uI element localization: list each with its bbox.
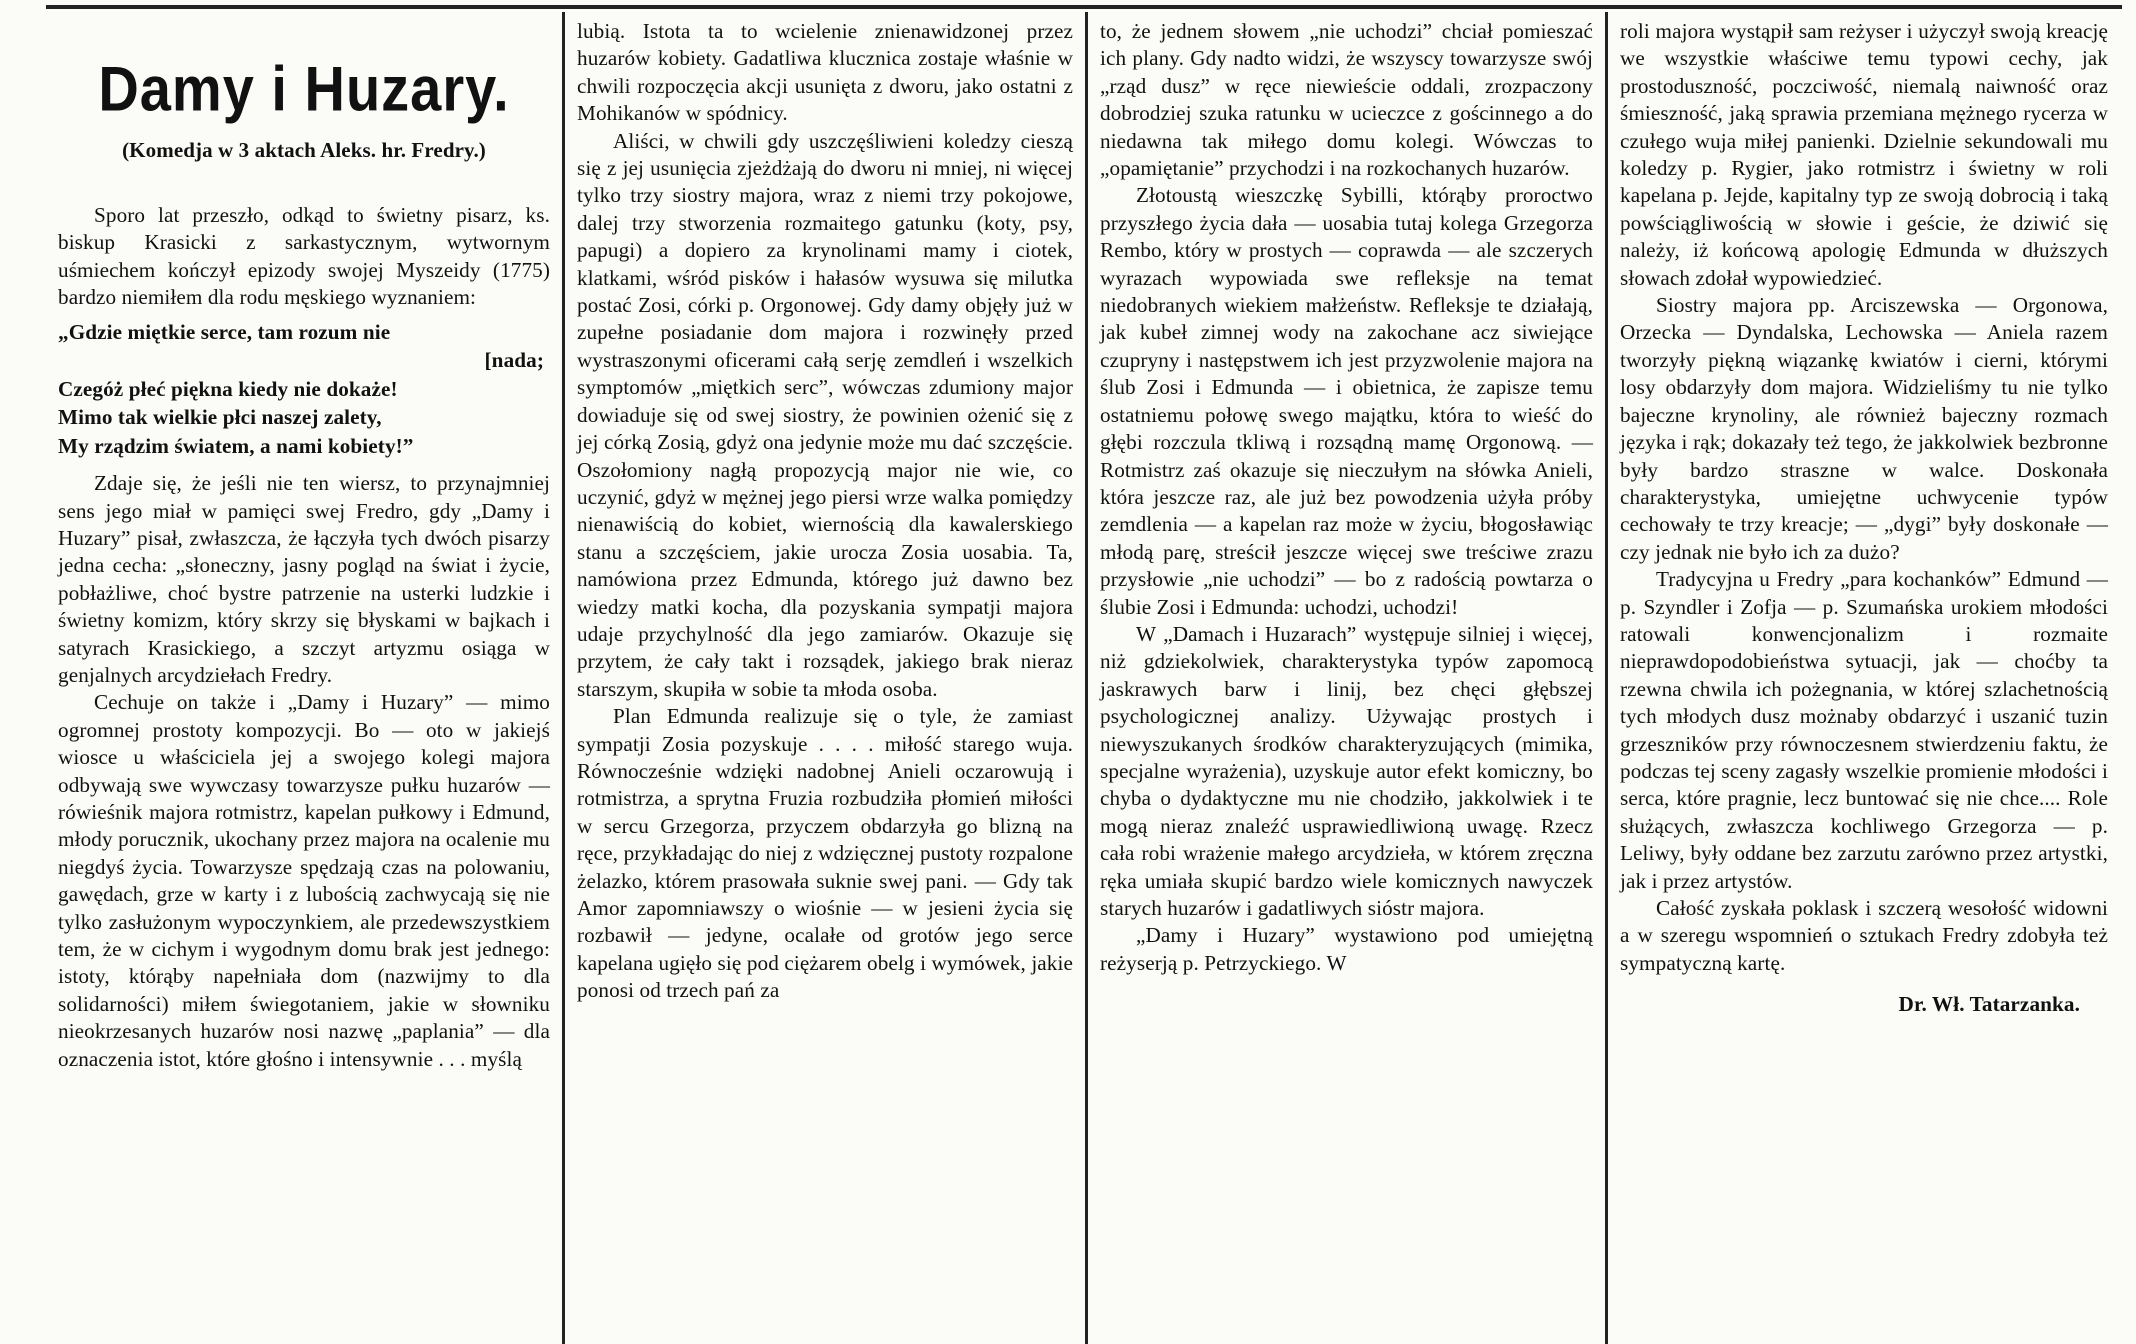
article-title: Damy i Huzary. [98, 53, 510, 124]
article-columns [46, 12, 2124, 1344]
article-subtitle: (Komedja w 3 aktach Aleks. hr. Fredry.) [122, 138, 486, 162]
verse-line-1-continuation: [nada; [484, 348, 544, 373]
paragraph: Zdaje się, że jeśli nie ten wiersz, to przynajmniej sens jego miał w pamięci swej Fredro, gdy „Damy i Huzary” pisał, zwłaszcza, że łączyła tych dwóch pisarzy jedna cecha: „słoneczny, jasny pogląd na świat i życie, pobłażliwe, choć bystre patrzenie na usterki ludzkie i świetny komizm, który skrzy się błyskami w bajkach i satyrach Krasickiego, a szczyt artyzmu osiąga w genjalnych arcydziełach Fredry. [58, 471, 550, 687]
paragraph: Tradycyjna u Fredry „para kochanków” Edmund — p. Szyndler i Zofja — p. Szumańska urokiem młodości ratowali konwencjonalizm i rozmaite nieprawdopodobieństwa sytuacji, jak — choćby ta rzewna chwila ich pożegnania, w której szlachetnością tych młodych dusz możnaby obdarzyć i uszanić tuzin grzeszników przy równoczesnem stwierdzeniu faktu, że podczas tej sceny zagasły wszelkie promienie młodości i serca, które pragnie, lecz buntować się nie chce.... Role służących, zwłaszcza kochliwego Grzegorza — p. Leliwy, były oddane bez zarzutu zarówno przez artystki, jak i przez artystów. [1620, 567, 2108, 893]
column-1 [46, 12, 562, 1344]
column-2 [562, 12, 1085, 1344]
paragraph: Plan Edmunda realizuje się o tyle, że zamiast sympatji Zosia pozyskuje . . . . miłość starego wuja. Równocześnie wdzięki nadobnej Anieli oczarowują i rotmistrza, a sprytna Fruzia rozbudziła płomień miłości w sercu Grzegorza, przyczem obdarzyła go blizną na ręce, przykładając do niej z wdzięcznej pustoty rozpalone żelazko, którem prasowała suknie swej pani. — Gdy tak Amor zapomniawszy o wiośnie — w jesieni życia się rozbawił — jedyne, ocalałe od grotów jego serce kapelana ugięło się pod ciężarem obelg i wymówek, jakie ponosi od trzech pań za [577, 704, 1073, 1003]
verse-line-2: Czegóż płeć piękna kiedy nie dokaże! [58, 376, 398, 401]
verse-line-1: „Gdzie miętkie serce, tam rozum nie [58, 319, 391, 344]
paragraph: roli majora wystąpił sam reżyser i użyczył swoją kreację we wszystkie właściwe temu typowi cechy, jak prostoduszność, poczciwość, niemalą naiwność oraz śmieszność, jaką sprawia przemiana mężnego rycerza w czułego wuja miłej panienki. Dzielnie sekundowali mu koledzy p. Rygier, jako rotmistrz i świetny w roli kapelana p. Jejde, kapitalny typ ze swoją dobrocią i taką powściągliwością w słowie i geście, że dziwić się należy, iż końcową apologię Edmunda w dłuższych słowach zdołał wypowiedzieć. [1620, 19, 2108, 290]
paragraph: „Damy i Huzary” wystawiono pod umiejętną reżyserją p. Petrzyckiego. W [1100, 923, 1593, 975]
paragraph: Cechuje on także i „Damy i Huzary” — mimo ogromnej prostoty kompozycji. Bo — oto w jakiejś wiosce u właściciela jej a swojego kolegi majora odbywają swe wywczasy towarzysze pułku huzarów — rówieśnik majora rotmistrz, kapelan pułkowy i Edmund, młody porucznik, ukochany przez majora na ocalenie mu niegdyś życia. Towarzysze spędzają czas na polowaniu, gawędach, grze w karty i z lubością zachwycają się nie tylko zasłużonym wypoczynkiem, ale przedewszystkiem tem, że w cichym i wygodnym domu brak jest jednego: istoty, którąby napełniała dom (nazwijmy to dla solidarności) miłem świegotaniem, jakie w słowniku nieokrzesanych huzarów nosi nazwę „paplania” — dla oznaczenia istot, które głośno i intensywnie . . . myślą [58, 690, 550, 1071]
verse-line-3: Mimo tak wielkie płci naszej zalety, [58, 405, 382, 430]
paragraph: Całość zyskała poklask i szczerą wesołość widowni a w szeregu wspomnień o sztukach Fredry zdobyła też sympatyczną kartę. [1620, 896, 2108, 975]
column-3 [1085, 12, 1605, 1344]
quoted-verse [58, 318, 550, 461]
verse-line-4: My rządzim światem, a nami kobiety!” [58, 433, 414, 458]
intro-paragraph: Sporo lat przeszło, odkąd to świetny pisarz, ks. biskup Krasicki z sarkastycznym, wytwornym uśmiechem kończył epizody swojej Myszeidy (1775) bardzo niemiłem dla rodu męskiego wyznaniem: [58, 203, 550, 310]
paragraph: Siostry majora pp. Arciszewska — Orgonowa, Orzecka — Dyndalska, Lechowska — Aniela razem tworzyły piękną wiązankę kwiatów i cierni, którymi losy obdarzyły dom majora. Widzieliśmy tu nie tylko bajeczne krynoliny, ale również bajeczny rozmach języka i rąk; dokazały też tego, że jakkolwiek bezbronne były bardzo straszne w walce. Doskonała charakterystyka, umiejętne uchwycenie typów cechowały te trzy kreacje; — „dygi” były doskonałe — czy jednak nie było ich za dużo? [1620, 293, 2108, 564]
paragraph: to, że jednem słowem „nie uchodzi” chciał pomieszać ich plany. Gdy nadto widzi, że wszyscy towarzysze swój „rząd dusz” w ręce niewieście oddali, zrozpaczony dobrodziej szuka ratunku w ucieczce z gościnnego a do niedawna tak miłego domu kolegi. Wówczas to „opamiętanie” przychodzi i na rozkochanych huzarów. [1100, 19, 1593, 181]
paragraph: lubią. Istota ta to wcielenie znienawidzonej przez huzarów kobiety. Gadatliwa klucznica zostaje właśnie w chwili rozpoczęcia akcji usunięta z dworu, jako ostatni z Mohikanów w spódnicy. [577, 19, 1073, 126]
paragraph: Aliści, w chwili gdy uszczęśliwieni koledzy cieszą się z jej usunięcia zjeżdżają do dworu ni mniej, ni więcej tylko trzy siostry majora, wraz z niemi trzy pokojowe, dalej trzy stworzenia rozmaitego gatunku (koty, psy, papugi) a dopiero za krynolinami mamy i ciotek, klatkami, wśród pisków i hałasów wysuwa się milutka postać Zosi, córki p. Orgonowej. Gdy damy objęły już w zupełne posiadanie dom majora i rozwinęły przed wystraszonymi oficerami całą serję zemdleń i wszelkich symptomów „miętkich serc”, wówczas zdumiony major dowiaduje się od swej siostry, że powinien ożenić się z jej córką Zosią, gdyż ona jedynie może mu dać szczęście. Oszołomiony nagłą propozycją major nie wie, co uczynić, gdyż w mężnej jego piersi wrze walka pomiędzy nienawiścią do kobiet, wiernością dla kawalerskiego stanu a szczęściem, jakie urocza Zosia uosabia. Ta, namówiona przez Edmunda, którego już dawno bez wiedzy matki kocha, dla pozyskania sympatji majora udaje przychylność dla jego zamiarów. Okazuje się przytem, że cały takt i rozsądek, jakiego brak nieraz starszym, skupiła w sobie ta młoda osoba. [577, 128, 1073, 701]
paragraph: Złotoustą wieszczkę Sybilli, którąby proroctwo przyszłego życia dała — uosabia tutaj kolega Grzegorza Rembo, który w prostych — coprawda — ale szczerych wyrazach wypowiada swe refleksje na temat niedobranych wiekiem małżeństw. Refleksje te działają, jak kubeł zimnej wody na zakochane acz siwiejące czupryny i następstwem ich jest przyzwolenie majora na ślub Zosi i Edmunda — i obietnica, że zapisze temu ostatniemu połowę swego majątku, która to wieść do głębi rozczula tkliwą i rozsądną mamę Orgonową. — Rotmistrz zaś okazuje się nieczułym na słówka Anieli, która jeszcze raz, ale już bez powodzenia użyła próby zemdlenia — a kapelan raz może w życiu, błogosławiąc młodą parę, streścił jeszcze więcej swe treściwe zrazu przysłowie „nie uchodzi” — bo z radością powtarza o ślubie Zosi i Edmunda: uchodzi, uchodzi! [1100, 183, 1593, 619]
paragraph: W „Damach i Huzarach” występuje silniej i więcej, niż gdziekolwiek, charakterystyka typów zapomocą jaskrawych barw i linij, bez chęci głębszej psychologicznej analizy. Używając prostych i niewyszukanych środków charakteryzujących (mimika, specjalne wyrażenia), uzyskuje autor efekt komiczny, bo chyba o dydaktyczne mu nie chodziło, jakkolwiek i te mogą nieraz znaleźć usprawiedliwioną uwagę. Rzecz cała robi wrażenie małego arcydzieła, w którem zręczna ręka umiała skupić bardzo wiele komicznych nawyczek starych huzarów i gadatliwych sióstr majora. [1100, 621, 1593, 920]
column-4 [1605, 12, 2120, 1344]
top-rule [46, 5, 2122, 9]
author-signature: Dr. Wł. Tatarzanka. [1898, 992, 2080, 1017]
